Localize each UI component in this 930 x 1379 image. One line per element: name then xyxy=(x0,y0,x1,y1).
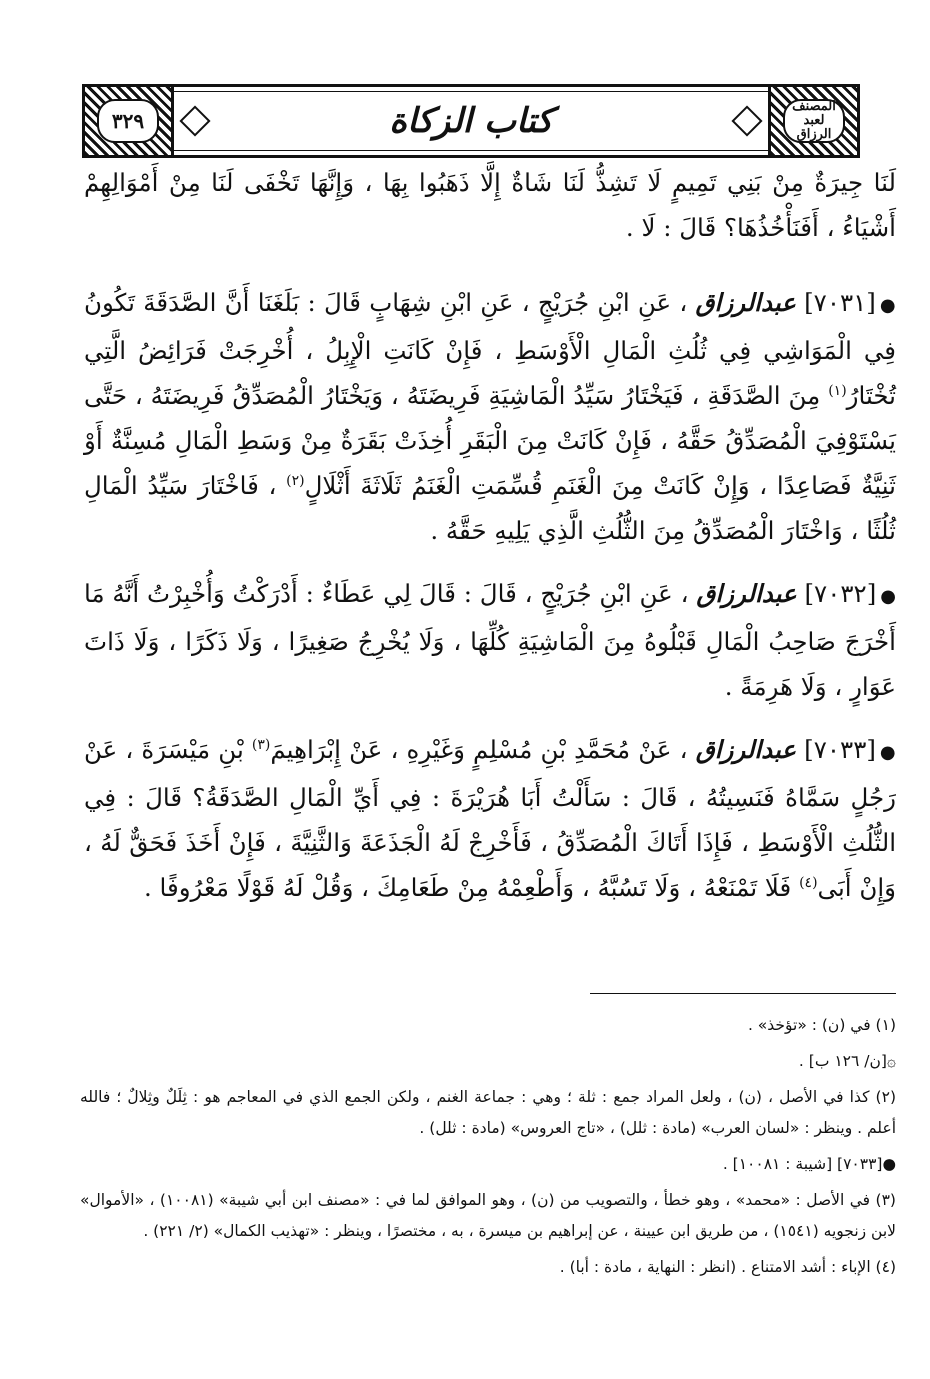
hadith-text: مِنَ الصَّدَقَةِ ، فَيَخْتَارُ سَيِّدُ الْمَاشِيَةِ فَرِيضَتَهُ ، وَيَخْتَارُ الْمُصَدِّقُ فَرِيضَتَهُ ، حَتَّى يَسْتَوْفِيَ الْمُصَدِّقُ حَقَّهُ ، فَإِنْ كَانَتْ مِنَ الْبَقَرِ أُخِذَتْ بَقَرَةٌ مِنْ وَسَطِ الْمَالِ مُسِنَّةٌ أَوْ ثَنِيَّةٌ فَصَاعِدًا ، وَإِنْ كَانَتْ مِنَ الْغَنَمِ قُسِّمَتِ الْغَنَمُ ثَلَاثَةَ أَثْلَالٍ xyxy=(84,381,896,500)
bullet-icon: ● xyxy=(880,586,896,607)
footnote-divider xyxy=(590,993,896,994)
narrator-author: عبدالرزاق xyxy=(695,735,797,764)
footnote: ۞[ن/ ١٢٦ ب] . xyxy=(798,1052,896,1070)
hadith-7033 xyxy=(84,727,896,910)
footnotes xyxy=(80,1010,896,1288)
hadith-text: ، عَنِ ابْنِ جُرَيْجٍ ، عَنِ ابْنِ شِهَابٍ قَالَ : بَلَغَنَا أَنَّ الصَّدَقَةَ تَكُونُ فِي الْمَوَاشِي فِي ثُلُثِ الْمَالِ الْأَوْسَطِ ، فَإِنْ كَانَتِ الْإِبِلُ ، أُخْرِجَتْ فَرَائِضُ الَّتِي تُخْتَارُ xyxy=(84,288,896,410)
footnote-marker: (٣) xyxy=(251,736,271,753)
hadith-number: [٧٠٣٢] xyxy=(804,579,877,608)
hadith-text: بْنِ مَيْسَرَةَ ، عَنْ رَجُلٍ سَمَّاهُ فَنَسِيتُهُ ، قَالَ : سَأَلْتُ أَبَا هُرَيْرَةَ : فِي أَيِّ الْمَالِ الصَّدَقَةُ؟ قَالَ : فِي الثُّلُثِ الْأَوْسَطِ ، فَإِذَا أَتَاكَ الْمُصَدِّقُ ، فَأَخْرِجْ لَهُ الْجَذَعَةَ وَالثَّنِيَّةَ ، فَإِنْ أَخَذَ فَحَقٌّ لَهُ ، وَإِنْ أَبَى xyxy=(84,735,896,902)
bullet-icon: ● xyxy=(879,295,896,316)
main-text xyxy=(84,160,896,928)
page-number-ornament xyxy=(82,84,174,158)
footnote-marker: (٢) xyxy=(286,472,305,489)
narrator-author: عبدالرزاق xyxy=(695,288,796,317)
bullet-icon: ● xyxy=(879,742,896,763)
page-number: ٣٢٩ xyxy=(97,99,159,143)
footnote: (٢) كذا في الأصل ، (ن) ، ولعل المراد جمع : ثلة ؛ وهي : جماعة الغنم ، ولكن الجمع الذي في المعاجم هو : ثِلَلٌ وثِلالٌ ؛ فالله أعلم . وينظر : «لسان العرب» (مادة : ثلل) ، «تاج العروس» (مادة : ثلل) . xyxy=(80,1088,896,1137)
footnote-marker: (٤) xyxy=(799,874,818,891)
hadith-text: ، عَنْ مُحَمَّدِ بْنِ مُسْلِمٍ وَغَيْرِهِ ، عَنْ إِبْرَاهِيمَ xyxy=(270,735,688,764)
footnote: (٤) الإباء : أشد الامتناع . (انظر : النهاية ، مادة : أبا) . xyxy=(559,1258,896,1276)
page-header xyxy=(82,84,860,158)
hadith-text: فَلَا تَمْنَعْهُ ، وَلَا تَسُبَّهُ ، وَأَطْعِمْهُ مِنْ طَعَامِكَ ، وَقُلْ لَهُ قَوْلًا مَعْرُوفًا . xyxy=(143,873,792,902)
hadith-number: [٧٠٣٣] xyxy=(804,735,876,764)
hadith-text: ، فَاخْتَارَ سَيِّدُ الْمَالِ ثُلُثًا ، وَاخْتَارَ الْمُصَدِّقُ مِنَ الثُّلُثِ الَّذِي يَلِيهِ حَقَّهُ . xyxy=(84,471,896,545)
continuation-paragraph: لَنَا جِيرَةٌ مِنْ بَنِي تَمِيمٍ لَا تَشِذُّ لَنَا شَاةٌ إِلَّا ذَهَبُوا بِهَا ، وَإِنَّهَا تَخْفَى لَنَا مِنْ أَمْوَالِهِمْ أَشْيَاءُ ، أَفَنَأْخُذُهَا؟ قَالَ : لَا . xyxy=(84,168,896,242)
hadith-number: [٧٠٣١] xyxy=(804,288,876,317)
footnote: (١) في (ن) : «تؤخذ» . xyxy=(747,1016,896,1034)
book-emblem xyxy=(768,84,860,158)
chapter-title: كتاب الزكاة xyxy=(389,101,553,141)
footnote: ●[٧٠٣٣] [شيبة : ١٠٠٨١] . xyxy=(722,1155,896,1173)
hadith-text: ، عَنِ ابْنِ جُرَيْجٍ ، قَالَ : قَالَ لِي عَطَاءٌ : أَدْرَكْتُ وَأُخْبِرْتُ أَنَّهُ مَا أَخْرَجَ صَاحِبُ الْمَالِ قَبْلُوهُ مِنَ الْمَاشِيَةِ كُلِّهَا ، وَلَا يُخْرِجُ صَغِيرًا ، وَلَا ذَكَرًا ، وَلَا ذَاتَ عَوَارٍ ، وَلَا هَرِمَةً . xyxy=(84,579,896,701)
title-band xyxy=(192,92,750,150)
hadith-7031 xyxy=(84,280,896,553)
narrator-author: عبدالرزاق xyxy=(696,579,797,608)
footnote-marker: (١) xyxy=(828,382,847,399)
book-name: المصنف لعبد الرزاق xyxy=(783,99,845,143)
hadith-7032 xyxy=(84,571,896,709)
footnote: (٣) في الأصل : «محمد» ، وهو خطأ ، والتصويب من (ن) ، وهو الموافق لما في : «مصنف ابن أبي شيبة» (١٠٠٨١) ، «الأموال» لابن زنجويه (١٥٤١) ، من طريق ابن عيينة ، عن إبراهيم بن ميسرة ، به ، مختصرًا ، وينظر : «تهذيب الكمال» (٢/ ٢٢١) . xyxy=(80,1191,896,1240)
